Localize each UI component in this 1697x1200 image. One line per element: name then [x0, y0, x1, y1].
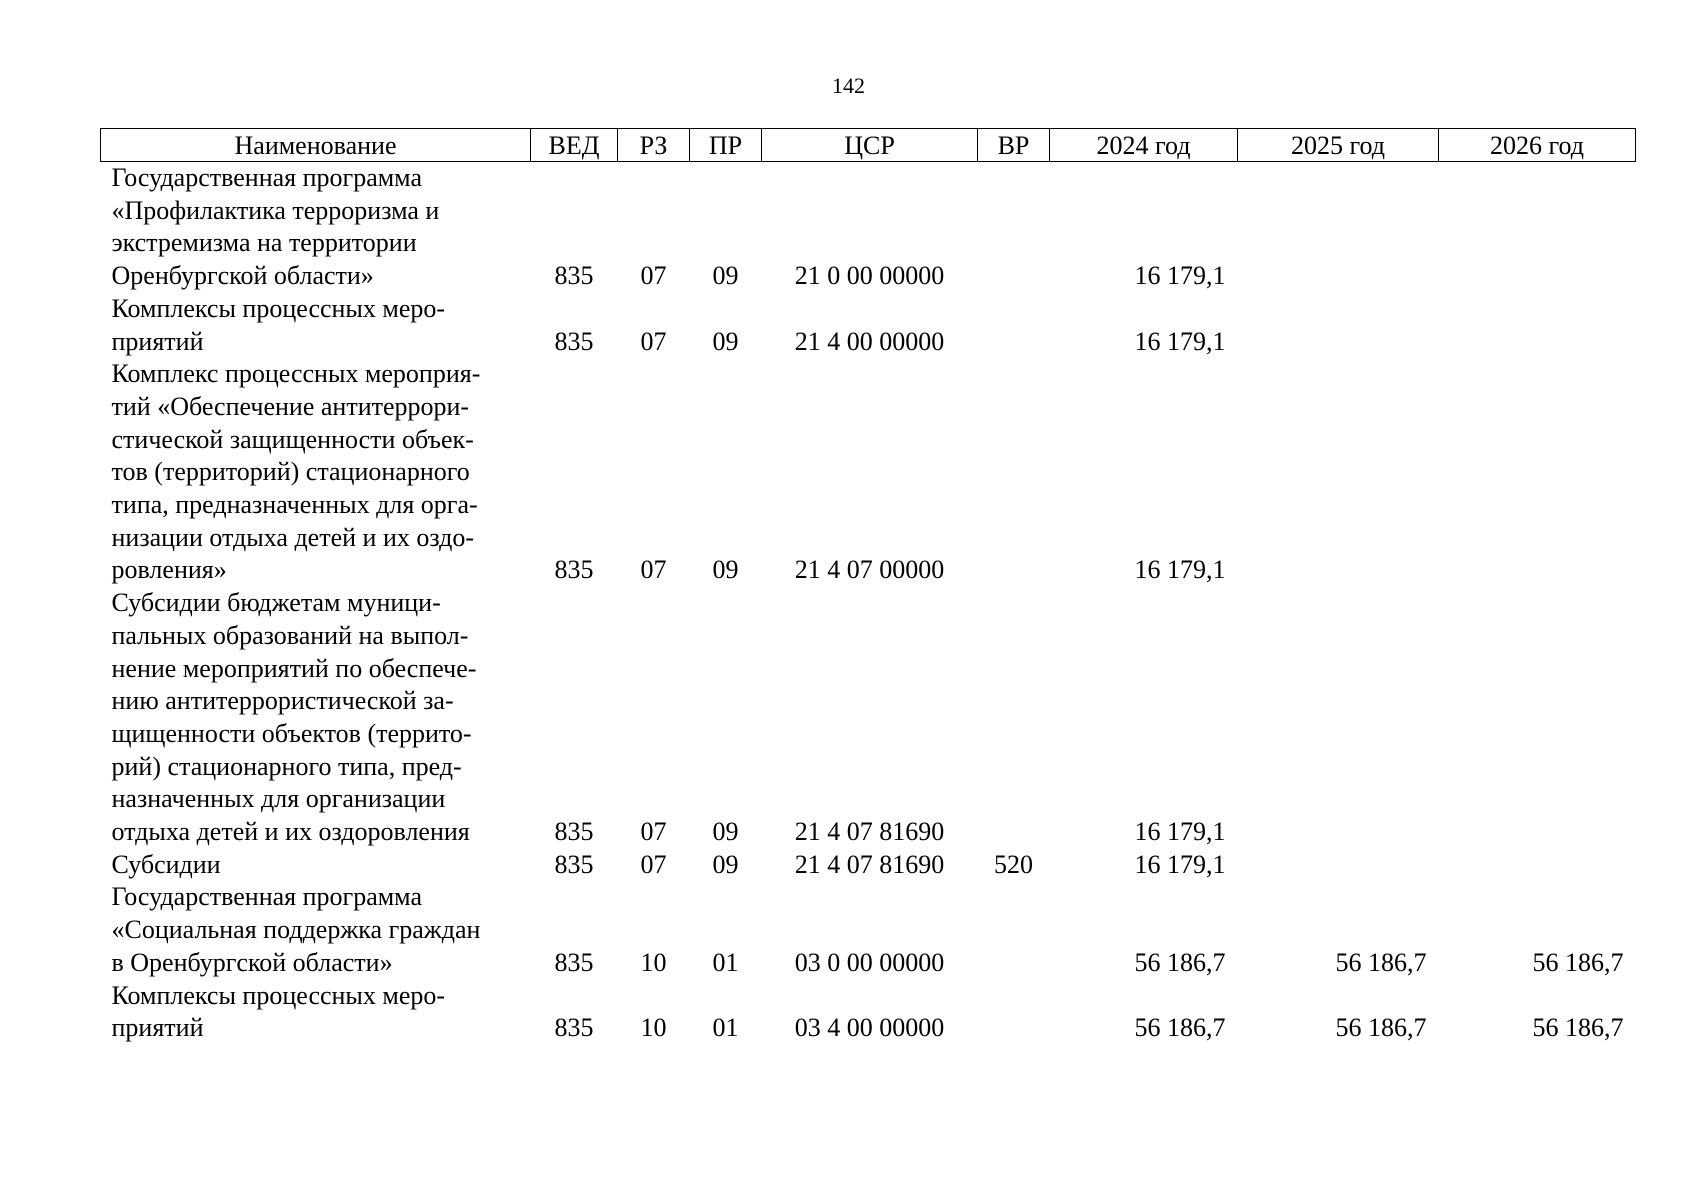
header-name: Наименование [101, 129, 531, 162]
cell-rz: 07 [640, 326, 667, 356]
name-line: Государственная программа [111, 163, 423, 192]
cell-ved: 835 [554, 555, 594, 585]
cell-rz: 07 [640, 555, 667, 585]
cell-vr [978, 293, 1050, 358]
cell-pr: 09 [712, 326, 739, 356]
cell-2025 [1238, 358, 1439, 587]
name-line: «Профилактика терроризма и [111, 195, 440, 225]
header-2025: 2025 год [1238, 129, 1439, 162]
cell-rz: 07 [640, 849, 667, 879]
cell-2026 [1439, 162, 1636, 293]
name-line: отдыха детей и их оздоровления [111, 817, 470, 847]
cell-2024: 16 179,1 [1134, 326, 1226, 356]
cell-pr: 09 [712, 555, 739, 585]
table-header [101, 129, 1636, 162]
cell-2024: 16 179,1 [1134, 849, 1226, 879]
name-line: стической защищенности объек- [111, 424, 474, 454]
header-row [101, 129, 1636, 162]
cell-2025: 56 186,7 [1335, 1013, 1427, 1043]
page-number: 142 [832, 73, 865, 98]
cell-ved: 835 [554, 326, 594, 356]
header-ved: ВЕД [531, 129, 618, 162]
name-line: Комплексы процессных меро- [111, 293, 446, 323]
cell-name [101, 162, 531, 293]
cell-pr: 09 [712, 849, 739, 879]
cell-vr [978, 358, 1050, 587]
name-line: Государственная программа [111, 882, 423, 912]
cell-2026 [1439, 587, 1636, 849]
name-line: нию антитеррористической за- [111, 686, 454, 716]
cell-ved: 835 [554, 261, 594, 291]
table-body [101, 162, 1636, 1045]
header-rz: РЗ [618, 129, 690, 162]
cell-rz: 07 [640, 261, 667, 291]
cell-csr: 21 4 07 00000 [794, 555, 945, 585]
cell-csr: 21 4 07 81690 [794, 817, 945, 847]
cell-2026: 56 186,7 [1532, 947, 1624, 977]
cell-2024: 56 186,7 [1134, 1013, 1226, 1043]
header-pr: ПР [690, 129, 762, 162]
name-line: приятий [111, 1013, 204, 1043]
table-row [101, 293, 1636, 358]
cell-rz: 10 [640, 947, 667, 977]
cell-pr: 09 [712, 261, 739, 291]
cell-2024: 16 179,1 [1134, 817, 1226, 847]
name-line: «Социальная поддержка граждан [111, 915, 481, 945]
cell-2025 [1238, 849, 1439, 882]
cell-ved: 835 [554, 1013, 594, 1043]
table-row [101, 980, 1636, 1045]
name-line: в Оренбургской области» [111, 947, 393, 977]
cell-vr [978, 980, 1050, 1045]
table-row [101, 881, 1636, 979]
table-row [101, 849, 1636, 882]
cell-vr [978, 587, 1050, 849]
header-csr: ЦСР [762, 129, 978, 162]
cell-ved: 835 [554, 849, 594, 879]
cell-pr: 01 [712, 947, 739, 977]
table-row [101, 358, 1636, 587]
name-line: пальных образований на выпол- [111, 620, 469, 650]
header-2026: 2026 год [1439, 129, 1636, 162]
cell-2025 [1238, 293, 1439, 358]
cell-ved: 835 [554, 817, 594, 847]
cell-csr: 03 4 00 00000 [794, 1013, 945, 1043]
cell-2024: 56 186,7 [1134, 947, 1226, 977]
name-line: Оренбургской области» [111, 261, 374, 291]
table-row [101, 587, 1636, 849]
cell-name [101, 881, 531, 979]
name-line: Субсидии бюджетам муници- [111, 588, 441, 618]
table-row [101, 162, 1636, 293]
cell-2025 [1238, 587, 1439, 849]
cell-2026 [1439, 358, 1636, 587]
cell-name [101, 358, 531, 587]
cell-2026 [1439, 293, 1636, 358]
header-vr: ВР [978, 129, 1050, 162]
cell-name [101, 980, 531, 1045]
name-line: Комплекс процессных мероприя- [111, 359, 481, 389]
name-line: приятий [111, 326, 204, 356]
name-line: тий «Обеспечение антитеррори- [111, 391, 470, 421]
cell-ved: 835 [554, 947, 594, 977]
cell-csr: 03 0 00 00000 [794, 947, 945, 977]
cell-name [101, 587, 531, 849]
name-line: рий) стационарного типа, пред- [111, 751, 462, 781]
cell-2026 [1439, 849, 1636, 882]
budget-table [100, 128, 1636, 1045]
cell-rz: 10 [640, 1013, 667, 1043]
cell-2026: 56 186,7 [1532, 1013, 1624, 1043]
name-line: тов (территорий) стационарного [111, 457, 470, 487]
cell-pr: 01 [712, 1013, 739, 1043]
name-line: нение мероприятий по обеспече- [111, 653, 477, 683]
name-line: низации отдыха детей и их оздо- [111, 522, 475, 552]
cell-2025: 56 186,7 [1335, 947, 1427, 977]
cell-csr: 21 4 07 81690 [794, 849, 945, 879]
name-line: Субсидии [111, 849, 221, 879]
name-line: ровления» [111, 555, 227, 585]
cell-vr [978, 881, 1050, 979]
cell-name [101, 293, 531, 358]
cell-2024: 16 179,1 [1134, 555, 1226, 585]
cell-vr: 520 [994, 849, 1033, 879]
cell-csr: 21 0 00 00000 [794, 261, 945, 291]
name-line: щищенности объектов (террито- [111, 718, 472, 748]
cell-pr: 09 [712, 817, 739, 847]
name-line: назначенных для организации [111, 784, 446, 814]
cell-2025 [1238, 162, 1439, 293]
cell-vr [978, 162, 1050, 293]
cell-2024: 16 179,1 [1134, 261, 1226, 291]
name-line: типа, предназначенных для орга- [111, 490, 478, 520]
cell-name [101, 849, 531, 882]
cell-rz: 07 [640, 817, 667, 847]
header-2024: 2024 год [1050, 129, 1238, 162]
cell-csr: 21 4 00 00000 [794, 326, 945, 356]
name-line: Комплексы процессных меро- [111, 980, 446, 1010]
name-line: экстремизма на территории [111, 228, 417, 258]
